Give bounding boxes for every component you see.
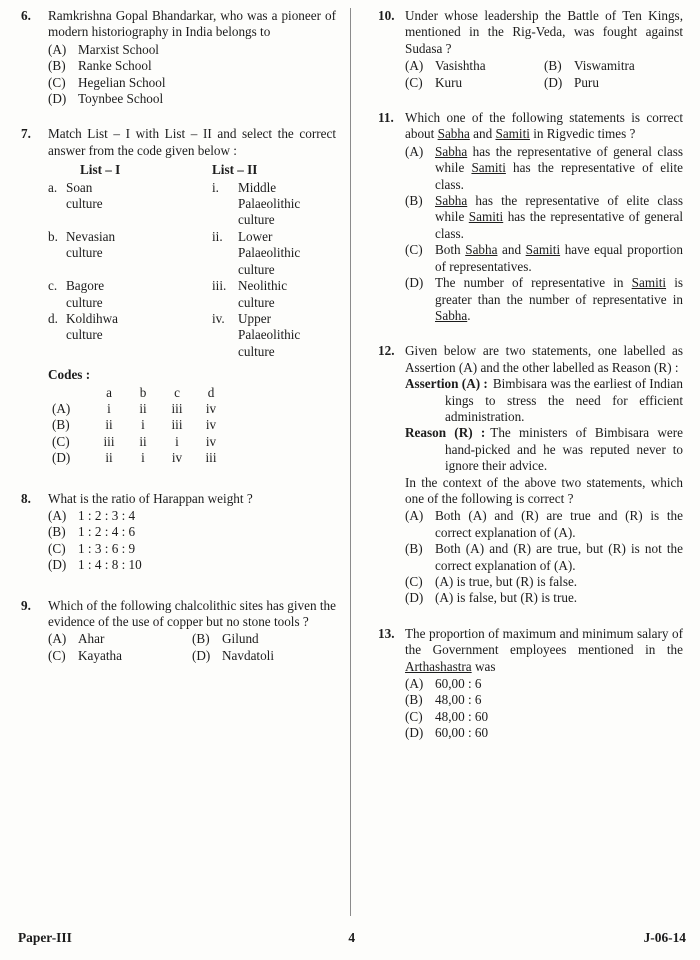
list-1-header: List – I [80,162,121,178]
codes-row-a[interactable] [48,401,228,417]
options-list [48,631,336,664]
match-row-cont [48,245,336,261]
option-text: 48,00 : 6 [435,692,482,708]
match-right-value: Lower [238,228,273,244]
spacer-cell [48,212,66,228]
question-number: 6. [21,8,31,23]
option-c[interactable] [405,75,544,91]
assertion-label: Assertion (A) : [405,376,488,392]
question-number: 12. [378,343,395,359]
option-text: 1 : 4 : 8 : 10 [78,557,142,573]
match-right-key: iii. [212,278,227,294]
question-number: 7. [21,126,31,142]
codes-row-b[interactable] [48,417,228,433]
options-list [405,676,683,742]
question-9 [18,598,336,665]
codes-row-key: (A) [52,400,71,416]
option-key: (A) [405,143,424,159]
option-text: Viswamitra [574,58,635,74]
option-c[interactable] [405,242,683,275]
match-right-value-cont: culture [238,294,275,310]
stem-part: was [471,658,496,674]
question-stem: Under whose leadership the Battle of Ten Kings, mentioned in the Rig-Veda, was fought against Sudasa ? [405,8,683,56]
option-b[interactable] [405,692,683,708]
spacer-cell [48,295,66,311]
option-d[interactable] [48,557,336,573]
spacer-cell [212,245,238,261]
option-a[interactable] [405,676,683,692]
option-key: (C) [405,74,423,90]
option-key: (C) [48,74,66,90]
codes-cell: i [141,450,145,466]
match-row-cont [48,262,336,278]
question-number: 13. [378,625,395,641]
option-a[interactable] [405,508,683,541]
match-left-key: c. [48,278,58,294]
match-list-headers [48,162,336,178]
match-right-value-cont: Palaeolithic [238,327,301,343]
option-key: (D) [405,725,424,741]
question-stem [405,110,683,143]
option-d[interactable] [405,275,683,324]
footer-paper-label: Paper-III [18,930,72,945]
option-c[interactable] [48,75,336,91]
options-list [48,42,336,108]
match-row [48,311,336,327]
codes-cell: iii [171,400,183,416]
codes-header-row [48,385,228,401]
option-text: (A) is true, but (R) is false. [435,574,578,589]
match-right-key: i. [212,179,219,195]
question-stem: Given below are two statements, one labelled as Assertion (A) and the other labelled as Reason (R) : [405,343,683,375]
spacer-cell [66,344,188,360]
option-key: (B) [405,541,423,557]
spacer-cell [212,295,238,311]
codes-cell: i [141,417,145,433]
spacer [375,97,683,110]
question-number: 9. [21,597,31,613]
right-column [351,8,683,910]
codes-col-a: a [106,384,112,400]
question-stem: Which of the following chalcolithic sites has given the evidence of the use of copper but no stone tools ? [48,597,336,629]
match-left-value: Soan [66,179,93,195]
spacer-cell [212,327,238,343]
spacer-cell [212,212,238,228]
option-d[interactable] [405,590,683,606]
spacer-cell [212,262,238,278]
option-b[interactable] [48,58,336,74]
option-c[interactable] [405,709,683,725]
option-text: Hegelian School [78,74,166,90]
reason-label: Reason (R) : [405,425,486,441]
match-row [48,180,336,196]
option-key: (D) [48,91,67,107]
option-d[interactable] [405,725,683,741]
question-6 [18,8,336,107]
question-stem: What is the ratio of Harappan weight ? [48,490,253,506]
option-text: Sabha has the representative of general class while Samiti has the representative of elite class. [435,143,683,192]
option-key: (C) [405,242,423,258]
option-key: (A) [48,41,67,57]
option-key: (D) [544,74,563,90]
option-text: 1 : 2 : 3 : 4 [78,507,136,523]
assertion-block [405,376,683,425]
match-row-cont [48,295,336,311]
match-right-value-cont: culture [238,343,275,359]
match-left-key: d. [48,310,58,326]
spacer [18,113,336,126]
match-right-value: Neolithic [238,278,288,294]
option-key: (C) [48,540,66,556]
match-right-value-cont: Palaeolithic [238,196,301,212]
option-text: Sabha has the representative of elite class while Samiti has the representative of general class. [435,193,683,241]
spacer [375,613,683,626]
codes-cell: iii [205,450,217,466]
codes-col-b: b [139,384,147,400]
match-right-value: Upper [238,310,271,326]
stem-part: in Rigvedic times ? [529,126,636,142]
match-left-value-cont: culture [66,196,103,212]
question-10 [375,8,683,91]
stem-part: Which one of the following statements is correct about [405,110,683,142]
spacer-cell [48,245,66,261]
option-b[interactable] [405,193,683,242]
codes-label: Codes : [48,367,91,383]
term-sabha: Sabha [437,126,470,142]
match-right-key: iv. [212,310,225,326]
option-text: Vasishtha [435,58,486,74]
codes-cell: iv [205,433,217,449]
option-a[interactable] [405,144,683,193]
option-key: (C) [405,708,423,724]
match-row [48,229,336,245]
option-key: (B) [544,58,562,74]
option-key: (C) [48,647,66,663]
spacer-cell [66,212,188,228]
option-key: (D) [405,275,424,291]
question-13 [375,626,683,742]
spacer [18,580,336,598]
codes-cell: ii [105,417,113,433]
option-text: 1 : 3 : 6 : 9 [78,540,136,556]
option-a[interactable] [405,58,544,74]
option-text: Gilund [222,631,259,647]
match-row-cont [48,196,336,212]
codes-corner [48,385,92,401]
codes-table [48,385,228,467]
option-text: The number of representative in Samiti is greater than the number of representative in Sabha. [435,275,684,323]
match-right-value-cont: culture [238,212,275,228]
codes-cell: iii [171,417,183,433]
question-number: 8. [21,490,31,506]
codes-row-key: (D) [52,450,71,466]
option-text: Ahar [78,631,105,647]
match-left-value-cont: culture [66,245,103,261]
codes-row-key: (B) [52,417,70,433]
spacer-cell [48,262,66,278]
reason-text: The ministers of Bimbisara were hand-picked and he was reputed never to ignore their advice. [445,425,683,474]
spacer-cell [48,344,66,360]
options-list [405,508,683,606]
left-column [18,8,350,910]
question-number: 10. [378,8,395,23]
codes-row-d[interactable] [48,450,228,466]
spacer-cell [212,196,238,212]
option-text: (A) is false, but (R) is true. [435,590,578,606]
question-7 [18,126,336,466]
codes-col-d: d [207,384,215,400]
match-right-value: Middle [238,179,277,195]
option-d[interactable] [544,75,683,91]
option-b[interactable] [405,541,683,574]
spacer [375,330,683,343]
question-11 [375,110,683,324]
option-text: 48,00 : 60 [435,708,489,724]
option-a[interactable] [48,508,336,524]
codes-row-key: (C) [52,433,70,449]
option-a[interactable] [48,631,192,647]
options-list [405,144,683,324]
option-text: Puru [574,74,599,90]
codes-cell: ii [139,400,147,416]
footer-page-number: 4 [348,930,356,945]
option-a[interactable] [48,42,336,58]
option-c[interactable] [48,541,336,557]
question-12 [375,343,683,607]
option-text: 60,00 : 6 [435,676,482,692]
match-right-key: ii. [212,228,223,244]
option-b[interactable] [192,631,336,647]
codes-row-c[interactable] [48,434,228,450]
match-left-key: a. [48,179,58,195]
option-key: (A) [405,508,424,524]
codes-cell: iv [205,417,217,433]
spacer-cell [48,196,66,212]
match-right-value-cont: Palaeolithic [238,245,301,261]
option-key: (A) [48,631,67,647]
match-left-key: b. [48,228,58,244]
options-list [48,508,336,574]
stem-part: The proportion of maximum and minimum salary of the Government employees mentioned in the [405,625,683,658]
match-row-cont [48,327,336,343]
codes-cell: iii [103,433,115,449]
match-row-cont [48,344,336,360]
codes-col-c: c [174,384,180,400]
codes-cell: ii [105,450,113,466]
option-key: (A) [48,507,67,523]
match-left-value: Bagore [66,278,105,294]
option-key: (A) [405,676,424,692]
option-d[interactable] [192,648,336,664]
option-text: Marxist School [78,41,159,57]
codes-cell: ii [139,433,147,449]
spacer [18,473,336,491]
match-row-cont [48,212,336,228]
option-text: Both Sabha and Samiti have equal proportion of representatives. [435,242,683,274]
spacer-cell [66,262,188,278]
option-text: Both (A) and (R) are true, but (R) is not the correct explanation of (A). [435,541,683,573]
option-key: (C) [405,574,423,589]
spacer-cell [48,327,66,343]
question-8 [18,491,336,574]
assertion-text: Bimbisara was the earliest of Indian kings to stress the need for efficient administration. [445,376,683,424]
options-list [405,58,683,91]
option-key: (B) [48,524,66,540]
reason-block [405,425,683,474]
list-2-header: List – II [212,162,258,178]
spacer-cell [212,344,238,360]
match-left-value-cont: culture [66,294,103,310]
term-samiti: Samiti [495,126,530,142]
option-text: Kuru [435,74,463,90]
option-key: (B) [405,692,423,708]
codes-cell: i [107,400,111,416]
option-text: Toynbee School [78,91,164,107]
option-key: (D) [192,647,211,663]
codes-cell: iv [171,450,183,466]
question-number: 11. [378,110,394,126]
option-d[interactable] [48,91,336,107]
option-text: Both (A) and (R) are true and (R) is the correct explanation of (A). [435,508,683,540]
option-b[interactable] [544,58,683,74]
option-key: (B) [48,58,66,74]
question-stem: Ramkrishna Gopal Bhandarkar, who was a pioneer of modern historiography in India belongs to [48,8,336,40]
option-key: (D) [405,590,424,606]
question-closing: In the context of the above two statements, which one of the following is correct ? [405,474,683,506]
option-text: 60,00 : 60 [435,725,489,741]
match-left-value: Nevasian [66,228,116,244]
option-text: Navdatoli [222,647,275,663]
question-stem [405,626,683,675]
two-column-layout [18,8,686,910]
codes-cell: i [175,433,179,449]
option-text: Ranke School [78,58,152,74]
match-left-value-cont: culture [66,327,103,343]
option-key: (B) [192,631,210,647]
match-row [48,278,336,294]
option-c[interactable] [48,648,192,664]
term-arthashastra: Arthashastra [405,658,472,674]
footer-code: J-06-14 [643,930,686,945]
option-c[interactable] [405,574,683,590]
option-text: Kayatha [78,647,122,663]
question-stem: Match List – I with List – II and select the correct answer from the code given below : [48,126,336,158]
option-key: (D) [48,557,67,573]
option-key: (B) [405,193,423,209]
option-b[interactable] [48,524,336,540]
option-text: 1 : 2 : 4 : 6 [78,524,136,540]
option-key: (A) [405,58,424,74]
page-footer [18,930,686,946]
match-left-value: Koldihwa [66,310,119,326]
codes-cell: iv [205,400,217,416]
stem-part: and [469,126,496,142]
match-right-value-cont: culture [238,261,275,277]
